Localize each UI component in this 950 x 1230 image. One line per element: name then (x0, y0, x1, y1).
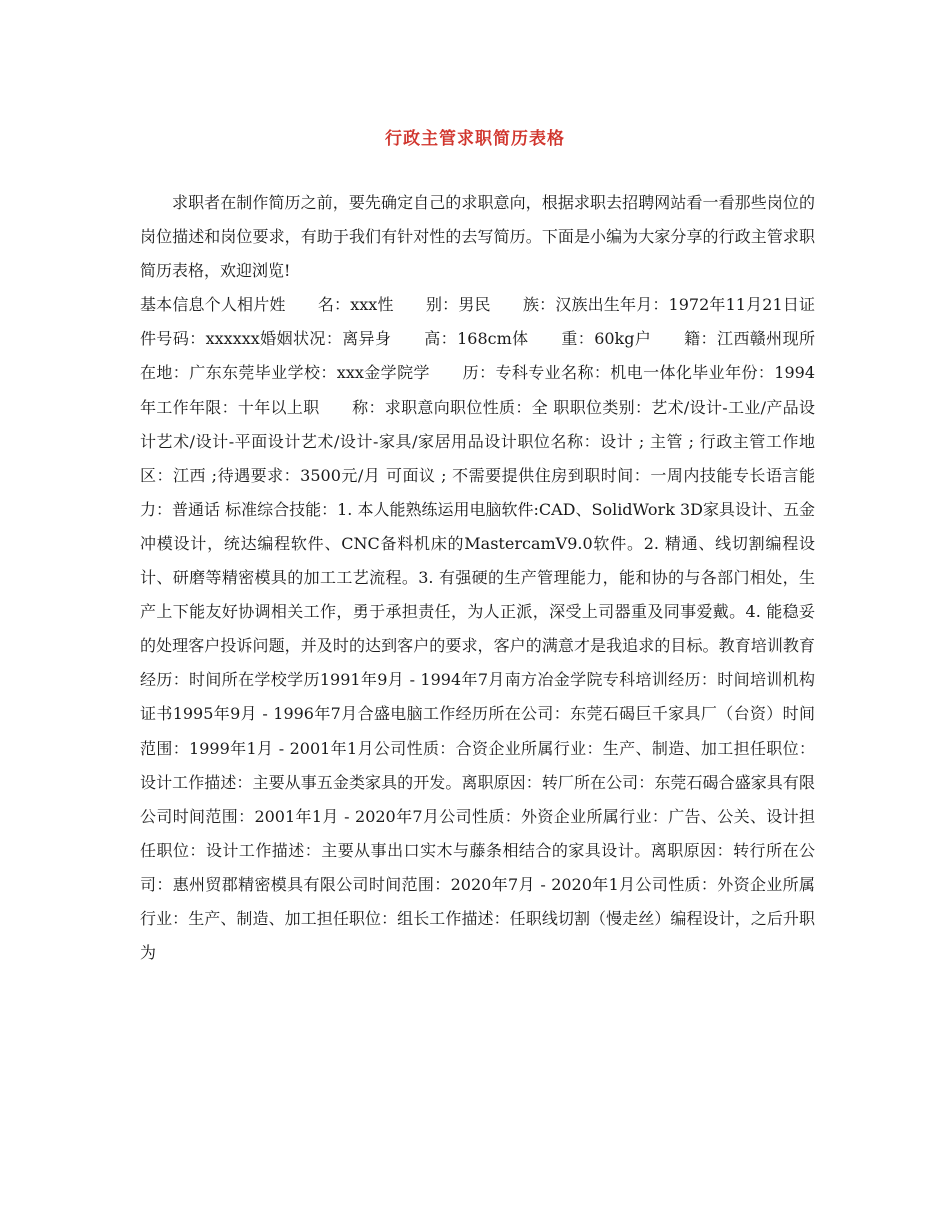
intro-paragraph: 求职者在制作简历之前，要先确定自己的求职意向，根据求职去招聘网站看一看那些岗位的岗位描述和岗位要求，有助于我们有针对性的去写简历。下面是小编为大家分享的行政主管求职简历表格，欢迎浏览! (140, 193, 815, 281)
resume-content-paragraph: 基本信息个人相片姓 名：xxx性 别：男民 族：汉族出生年月：1972年11月21日证件号码：xxxxxx婚姻状况：离异身 高：168cm体 重：60kg户 籍：江西赣州现所在地：广东东莞毕业学校：xxx金学院学 历：专科专业名称：机电一体化毕业年份：1994年工作年限：十年以上职 称：求职意向职位性质：全 职职位类别：艺术/设计-工业/产品设计艺术/设计-平面设计艺术/设计-家具/家居用品设计职位名称：设计 ; 主管 ; 行政主管工作地区：江西 ;待遇要求：3500元/月 可面议 ; 不需要提供住房到职时间：一周内技能专长语言能力：普通话 标准综合技能：1. 本人能熟练运用电脑软件:CAD、SolidWork 3D家具设计、五金冲模设计，统达编程软件、CNC备料机床的MastercamV9.0软件。2. 精通、线切割编程设计、研磨等精密模具的加工工艺流程。3. 有强硬的生产管理能力，能和协的与各部门相处，生产上下能友好协调相关工作，勇于承担责任，为人正派，深受上司器重及同事爱戴。4. 能稳妥的处理客户投诉问题，并及时的达到客户的要求，客户的满意才是我追求的目标。教育培训教育经历：时间所在学校学历1991年9月 - 1994年7月南方冶金学院专科培训经历：时间培训机构证书1995年9月 - 1996年7月合盛电脑工作经历所在公司：东莞石碣巨千家具厂（台资）时间范围：1999年1月 - 2001年1月公司性质：合资企业所属行业：生产、制造、加工担任职位：设计工作描述：主要从事五金类家具的开发。离职原因：转厂所在公司：东莞石碣合盛家具有限公司时间范围：2001年1月 - 2020年7月公司性质：外资企业所属行业：广告、公关、设计担任职位：设计工作描述：主要从事出口实木与藤条相结合的家具设计。离职原因：转行所在公司：惠州贸郡精密模具有限公司时间范围：2020年7月 - 2020年1月公司性质：外资企业所属行业：生产、制造、加工担任职位：组长工作描述：任职线切割（慢走丝）编程设计，之后升职为 (140, 295, 815, 963)
document-title: 行政主管求职简历表格 (385, 129, 565, 149)
document-body (140, 186, 815, 970)
